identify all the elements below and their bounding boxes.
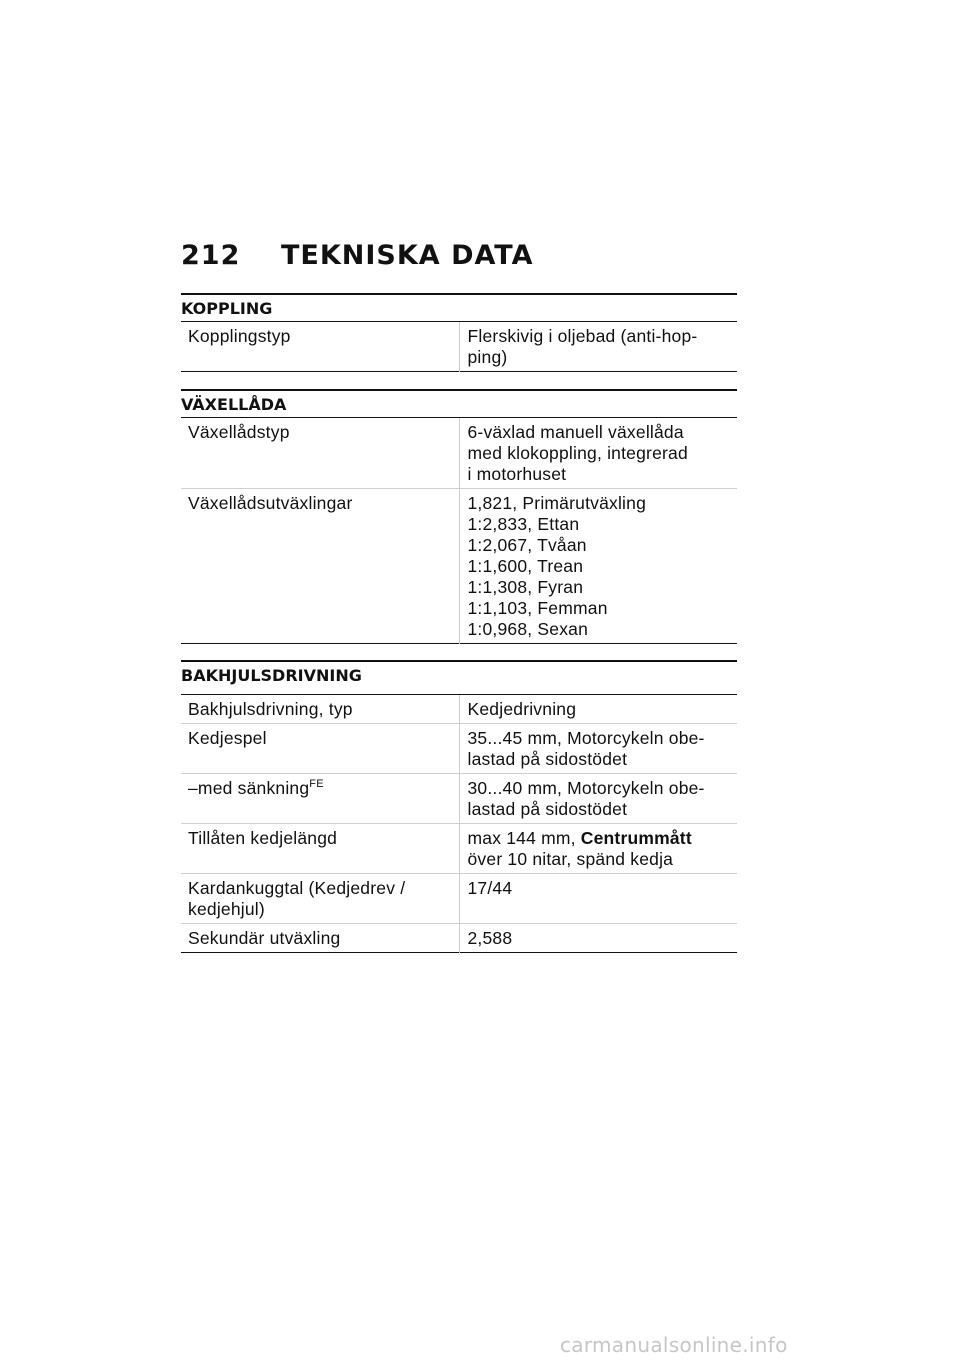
value-line: 1:1,600, Trean [467, 556, 584, 576]
spec-label: Växellådstyp [181, 418, 459, 489]
spec-label: Bakhjulsdrivning, typ [181, 695, 459, 724]
value-emphasis: Centrummått [580, 828, 692, 848]
value-line [468, 828, 730, 849]
value-line: 1,821, Primärutväxling [467, 493, 647, 513]
label-text: –med sänkning [188, 778, 310, 798]
value-line: 2,588 [467, 928, 513, 948]
label-line: kedjehjul) [188, 899, 265, 919]
spec-label [181, 874, 459, 924]
table-row [181, 724, 737, 774]
section-koppling [181, 293, 737, 372]
value-line: Flerskivig i oljebad (anti-hop- [467, 326, 698, 346]
spec-label: Tillåten kedjelängd [181, 824, 459, 874]
label-line: Kardankuggtal (Kedjedrev / [188, 878, 406, 898]
watermark: carmanualsonline.info [560, 1333, 788, 1357]
spec-value [459, 724, 737, 774]
spec-label: Sekundär utväxling [181, 924, 459, 953]
spec-table-koppling [181, 321, 737, 372]
value-line: 35...45 mm, Motorcykeln obe- [467, 728, 705, 748]
section-title: BAKHJULSDRIVNING [181, 660, 737, 694]
page-number: 212 [181, 240, 241, 271]
section-bakhjulsdrivning [181, 660, 737, 953]
superscript-note: FE [309, 778, 324, 790]
value-line: 30...40 mm, Motorcykeln obe- [467, 778, 705, 798]
spec-value [459, 924, 737, 953]
table-row [181, 418, 737, 489]
spec-table-vaxellada [181, 417, 737, 644]
value-line: 17/44 [467, 878, 513, 898]
section-title: VÄXELLÅDA [181, 389, 737, 417]
table-row [181, 489, 737, 644]
spec-value [459, 322, 737, 372]
value-line: Kedjedrivning [467, 699, 577, 719]
spec-value [459, 774, 737, 824]
value-line: ping) [467, 347, 508, 367]
value-line: över 10 nitar, spänd kedja [467, 849, 674, 869]
value-line: 1:0,968, Sexan [467, 619, 589, 639]
section-vaxellada [181, 389, 737, 644]
value-prefix: max 144 mm, [467, 828, 581, 848]
table-row [181, 322, 737, 372]
section-title: KOPPLING [181, 293, 737, 321]
value-line: lastad på sidostödet [467, 749, 628, 769]
spec-value [459, 418, 737, 489]
spec-label: Växellådsutväxlingar [181, 489, 459, 644]
value-line: lastad på sidostödet [467, 799, 628, 819]
spec-label [181, 774, 459, 824]
table-row [181, 924, 737, 953]
spec-value [459, 874, 737, 924]
value-line: 1:2,067, Tvåan [467, 535, 587, 555]
spec-table-bakhjulsdrivning [181, 694, 737, 953]
spec-label: Kedjespel [181, 724, 459, 774]
table-row [181, 824, 737, 874]
spec-value [459, 489, 737, 644]
value-line: 1:1,103, Femman [467, 598, 608, 618]
spec-label: Kopplingstyp [181, 322, 459, 372]
value-line: med klokoppling, integrerad [467, 443, 688, 463]
spec-value [459, 695, 737, 724]
spec-value [459, 824, 737, 874]
value-line: i motorhuset [467, 464, 567, 484]
page-title: TEKNISKA DATA [281, 240, 534, 271]
table-row [181, 774, 737, 824]
page-header [181, 240, 737, 282]
value-line: 1:1,308, Fyran [467, 577, 584, 597]
manual-page [181, 240, 737, 953]
table-row [181, 695, 737, 724]
value-line: 6-växlad manuell växellåda [467, 422, 684, 442]
table-row [181, 874, 737, 924]
value-line: 1:2,833, Ettan [467, 514, 580, 534]
